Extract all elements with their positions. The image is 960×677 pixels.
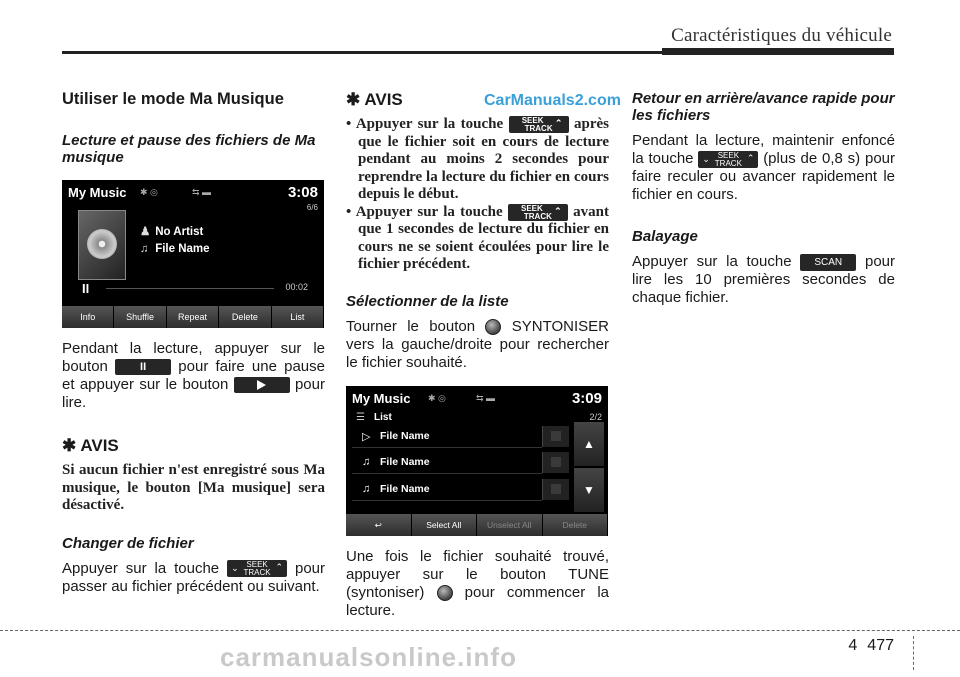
list-button-bar <box>346 514 608 536</box>
play-key <box>234 377 290 393</box>
screen-button-bar <box>62 306 324 328</box>
delete-button[interactable]: Delete <box>219 306 271 328</box>
info-button[interactable]: Info <box>62 306 114 328</box>
tune-knob-icon <box>485 319 501 335</box>
select-list-paragraph: Tourner le bouton SYNTONISER vers la gauche/droite pour rechercher le fichier souhaité. <box>346 317 610 371</box>
checkbox[interactable] <box>542 426 569 447</box>
subheading-rewind-ff: Retour en arrière/avance rapide pour les fichiers <box>632 90 895 124</box>
avis-bullet-1: • Appuyer sur la touche ⌄ SEEK TRACK ⌃ après que le fichier soit en cours de lecture pendant au moins 2 secondes pour reprendre la lecture du fichier en cours depuis le début. <box>346 116 609 202</box>
rewind-paragraph: Pendant la lecture, maintenir enfoncé la touche ⌄ SEEK TRACK ⌃ (plus de 0,8 s) pour faire reculer ou avancer rapidement le fichier en cours. <box>632 132 896 203</box>
play-circle-icon: ▷ <box>362 430 371 443</box>
elapsed-time: 00:02 <box>285 282 308 292</box>
delete-button[interactable]: Delete <box>543 514 609 536</box>
usb-icon: ⇆ ▬ <box>192 187 212 197</box>
seek-track-key: ⌄ SEEK TRACK ⌃ <box>508 204 568 221</box>
watermark-top: CarManuals2.com <box>484 92 621 109</box>
subheading-scan: Balayage <box>632 228 698 245</box>
watermark-bottom: carmanualsonline.info <box>220 642 517 672</box>
scan-key: SCAN <box>800 254 856 271</box>
music-note-icon: ♫ <box>362 455 371 468</box>
checkbox[interactable] <box>542 479 569 500</box>
page-tick <box>913 636 914 670</box>
usb-icon: ⇆ ▬ <box>476 392 496 403</box>
tune-knob-icon <box>437 585 453 601</box>
progress-bar <box>106 288 274 289</box>
list-button[interactable]: List <box>272 306 324 328</box>
subheading-select-list: Sélectionner de la liste <box>346 292 509 310</box>
scan-paragraph: Appuyer sur la touche SCAN pour lire les 10 premières secondes de chaque fichier. <box>632 253 896 306</box>
back-icon[interactable]: ↩ <box>346 514 412 536</box>
checkbox[interactable] <box>542 452 569 473</box>
tune-paragraph: Une fois le fichier souhaité trouvé, appuyer sur le bouton TUNE (syntoniser) pour commencer la lecture. <box>346 547 610 619</box>
play-icon <box>257 380 266 390</box>
music-note-icon: ♫ <box>140 243 149 255</box>
person-icon: ♟ <box>140 226 151 238</box>
subheading-change-file: Changer de fichier <box>62 534 194 552</box>
unselect-all-button[interactable]: Unselect All <box>477 514 543 536</box>
avis-title-2: ✱ AVIS <box>346 90 403 109</box>
pause-key: II <box>115 359 171 375</box>
screen-time: 3:09 <box>571 389 602 407</box>
seek-track-key: ⌄ SEEK TRACK ⌃ <box>509 116 569 133</box>
seek-track-key: ⌄ SEEK TRACK ⌃ <box>698 151 758 168</box>
repeat-button[interactable]: Repeat <box>167 306 219 328</box>
header-title: Caractéristiques du véhicule <box>671 25 892 46</box>
album-art-icon <box>78 210 126 280</box>
bluetooth-icon: ✱ ◎ <box>428 392 446 403</box>
file-row: ♫ File Name <box>140 243 210 255</box>
subheading-play-pause: Lecture et pause des fichiers de Ma musique <box>62 132 316 166</box>
list-page: 2/2 <box>589 411 602 422</box>
list-item[interactable]: ♫ File Name <box>352 452 542 474</box>
screen-title: My Music <box>68 185 127 200</box>
scroll-down-icon[interactable]: ▼ <box>574 468 604 512</box>
list-item[interactable]: ♫ File Name <box>352 479 542 501</box>
star-icon: ✱ <box>346 90 361 109</box>
screen-time: 3:08 <box>287 184 318 201</box>
avis-bullet-2: • Appuyer sur la touche ⌄ SEEK TRACK ⌃ avant que 1 secondes de lecture du fichier en cours ne se soient écoulées pour lire le fichier précédent. <box>346 203 609 272</box>
music-note-icon: ♫ <box>362 482 371 495</box>
list-item[interactable]: ▷ File Name <box>352 426 542 448</box>
artist-row: ♟ No Artist <box>140 226 204 238</box>
avis-title-1: ✱ AVIS <box>62 436 119 455</box>
list-screen <box>346 386 608 536</box>
bluetooth-icon: ✱ ◎ <box>140 187 158 197</box>
header-rule-accent <box>662 48 894 55</box>
seek-track-key: ⌄ SEEK TRACK ⌃ <box>227 560 287 577</box>
scroll-up-icon[interactable]: ▲ <box>574 422 604 466</box>
pause-icon: II <box>82 281 90 296</box>
column-3 <box>632 90 895 307</box>
track-count: 6/6 <box>306 203 318 212</box>
list-label: List <box>374 411 392 423</box>
avis-text-1: Si aucun fichier n'est enregistré sous Ma musique, le bouton [Ma musique] sera désactivé. <box>62 462 325 513</box>
shuffle-button[interactable]: Shuffle <box>114 306 166 328</box>
star-icon: ✱ <box>62 436 77 455</box>
column-2 <box>346 90 609 620</box>
screen-title: My Music <box>352 390 411 406</box>
my-music-screen <box>62 180 324 328</box>
page-number: 4 477 <box>848 637 894 654</box>
change-file-paragraph: Appuyer sur la touche ⌄ SEEK TRACK ⌃ pour passer au fichier précédent ou suivant. <box>62 559 326 595</box>
column-1 <box>62 90 325 596</box>
pause-paragraph: Pendant la lecture, appuyer sur le bouton II pour faire une pause et appuyer sur le bouton pour lire. <box>62 340 325 411</box>
footer-rule <box>0 630 960 631</box>
list-icon: ☰ <box>356 411 365 423</box>
select-all-button[interactable]: Select All <box>412 514 478 536</box>
section-title: Utiliser le mode Ma Musique <box>62 90 284 108</box>
